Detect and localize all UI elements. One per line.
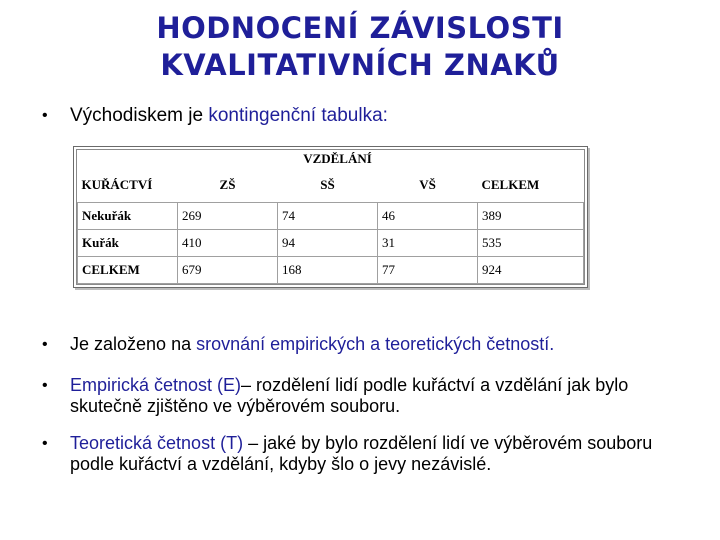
- bullet-item-3: [42, 375, 682, 417]
- table-cell: 410: [178, 230, 278, 257]
- bullet-dot: •: [42, 336, 48, 353]
- bullet-text: Východiskem je: [70, 105, 209, 126]
- table-row-header: KUŘÁCTVÍ: [81, 177, 153, 192]
- title-line-1: HODNOCENÍ ZÁVISLOSTI: [156, 11, 564, 45]
- table-group-header: VZDĚLÁNÍ: [303, 151, 372, 166]
- table-col-header: SŠ: [320, 177, 335, 192]
- bullet-text: – jaké by bylo rozdělení lidí ve výběrovém souboru podle kuřáctví a vzdělání, kdyby šlo o jevy nezávislé.: [70, 433, 653, 474]
- table-row: [78, 230, 584, 257]
- bullet-highlight: kontingenční tabulka:: [208, 105, 388, 126]
- bullet-dot: •: [42, 377, 48, 394]
- bullet-item-4: [42, 433, 682, 475]
- table-cell: 389: [478, 203, 584, 230]
- bullet-dot: •: [42, 435, 48, 452]
- bullet-item-1: [42, 105, 682, 126]
- bullet-dot: •: [42, 107, 48, 124]
- table-cell: 94: [278, 230, 378, 257]
- table-cell: 168: [278, 257, 378, 284]
- page-title: [0, 10, 720, 84]
- table-cell: 46: [378, 203, 478, 230]
- table-col-header: VŠ: [419, 177, 436, 192]
- bullet-highlight: Empirická četnost (E): [70, 375, 242, 395]
- bullet-text: Je založeno na: [70, 334, 197, 354]
- title-line-2: KVALITATIVNÍCH ZNAKŮ: [160, 48, 560, 82]
- table-row: [78, 257, 584, 284]
- table-row: [78, 203, 584, 230]
- table-cell: 924: [478, 257, 584, 284]
- bullet-item-2: [42, 334, 682, 355]
- table-header-row: [78, 168, 584, 203]
- table-col-header: CELKEM: [481, 177, 540, 192]
- bullet-text: – rozdělení lidí podle kuřáctví a vzdělání jak bylo skutečně zjištěno ve výběrovém souboru.: [70, 375, 629, 416]
- table-row-label: CELKEM: [78, 257, 178, 284]
- table-cell: 679: [178, 257, 278, 284]
- table-cell: 74: [278, 203, 378, 230]
- table-cell: 269: [178, 203, 278, 230]
- table-row-label: Nekuřák: [78, 203, 178, 230]
- contingency-table: [73, 146, 588, 288]
- table-cell: 77: [378, 257, 478, 284]
- table-row-label: Kuřák: [78, 230, 178, 257]
- bullet-highlight: Teoretická četnost (T): [70, 433, 244, 453]
- table-cell: 31: [378, 230, 478, 257]
- table-group-header-row: [78, 150, 584, 168]
- table-cell: 535: [478, 230, 584, 257]
- table-col-header: ZŠ: [219, 177, 236, 192]
- bullet-highlight: srovnání empirických a teoretických četností.: [196, 334, 555, 354]
